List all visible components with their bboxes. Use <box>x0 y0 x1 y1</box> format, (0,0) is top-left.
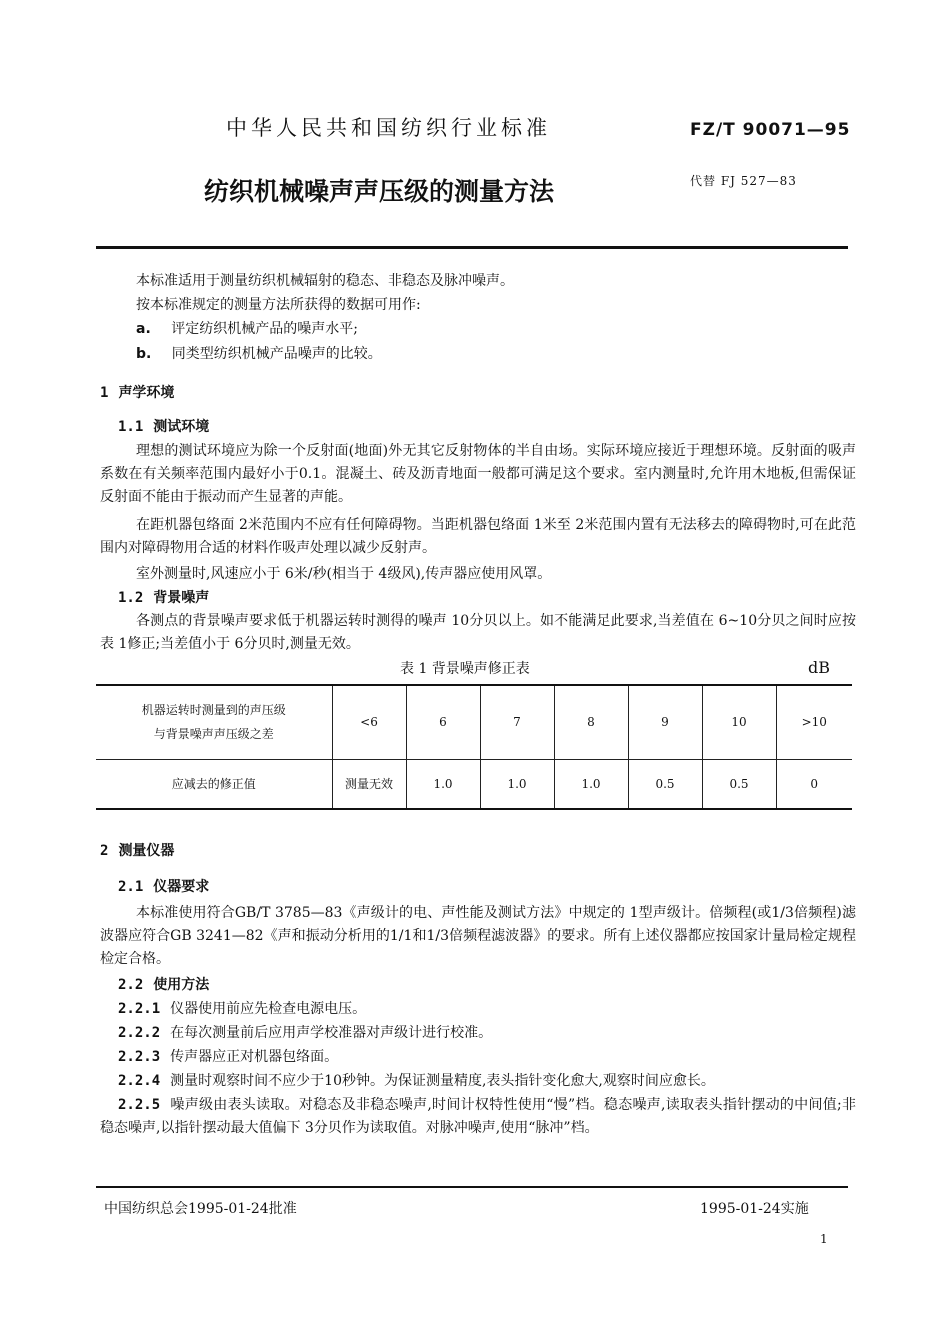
page-number: 1 <box>820 1232 828 1246</box>
standard-number: FZ/T 90071—95 <box>690 120 851 140</box>
table-cell: 9 <box>628 685 702 759</box>
table-1-background-noise-correction <box>96 684 852 810</box>
table-cell: 1.0 <box>554 759 628 809</box>
section-2-2-heading: 2.2 使用方法 <box>118 977 210 993</box>
section-2-1-paragraph: 本标准使用符合GB/T 3785—83《声级计的电、声性能及测试方法》中规定的 1型声级计。倍频程(或1/3倍频程)滤波器应符合GB 3241—82《声和振动分析用的1/1和1/3倍频程滤波器》的要求。所有上述仪器都应按国家计量局检定规程检定合格。 <box>100 905 856 967</box>
list-text-b: 同类型纺织机械产品噪声的比较。 <box>171 346 382 362</box>
table-cell: 测量无效 <box>332 759 406 809</box>
section-2-2-1: 2.2.1 仪器使用前应先检查电源电压。 <box>118 1001 367 1017</box>
section-2-2-2: 2.2.2 在每次测量前后应用声学校准器对声级计进行校准。 <box>118 1025 493 1041</box>
list-marker-a: a. <box>136 321 151 337</box>
footer-divider <box>96 1186 848 1188</box>
table-cell: 8 <box>554 685 628 759</box>
section-2-1-heading: 2.1 仪器要求 <box>118 879 210 895</box>
intro-paragraph-usage: 按本标准规定的测量方法所获得的数据可用作: <box>136 297 421 313</box>
intro-list-item-a <box>136 318 358 341</box>
table-cell: <6 <box>332 685 406 759</box>
list-marker-b: b. <box>136 346 152 362</box>
section-1-1-paragraph-2: 在距机器包络面 2米范围内不应有任何障碍物。当距机器包络面 1米至 2米范围内置有无法移去的障碍物时,可在此范围内对障碍物用合适的材料作吸声处理以减少反射声。 <box>100 517 856 556</box>
table-1-caption: 表 1 背景噪声修正表 <box>400 661 530 677</box>
effective-date: 1995-01-24实施 <box>700 1201 809 1217</box>
intro-paragraph-scope: 本标准适用于测量纺织机械辐射的稳态、非稳态及脉冲噪声。 <box>136 273 514 289</box>
table-row-difference <box>96 685 852 759</box>
table-cell: 0.5 <box>628 759 702 809</box>
table-cell: 1.0 <box>406 759 480 809</box>
section-1-heading: 1 声学环境 <box>100 385 175 401</box>
row-header-correction: 应减去的修正值 <box>96 759 332 809</box>
section-1-2-paragraph: 各测点的背景噪声要求低于机器运转时测得的噪声 10分贝以上。如不能满足此要求,当差值在 6~10分贝之间时应按表 1修正;当差值小于 6分贝时,测量无效。 <box>100 613 856 652</box>
section-1-1-paragraph-3: 室外测量时,风速应小于 6米/秒(相当于 4级风),传声器应使用风罩。 <box>136 566 552 582</box>
section-1-1-paragraph-1: 理想的测试环境应为除一个反射面(地面)外无其它反射物体的半自由场。实际环境应接近于理想环境。反射面的吸声系数在有关频率范围内最好小于0.1。混凝土、砖及沥青地面一般都可满足这个要求。室内测量时,允许用木地板,但需保证反射面不能由于振动而产生显著的声能。 <box>100 443 856 505</box>
section-2-2-5: 2.2.5 噪声级由表头读取。对稳态及非稳态噪声,时间计权特性使用“慢”档。稳态噪声,读取表头指针摆动的中间值;非稳态噪声,以指针摆动最大值偏下 3分贝作为读取值。对脉冲噪声,使用“脉冲”档。 <box>100 1097 856 1136</box>
header-divider <box>96 246 848 249</box>
document-title: 纺织机械噪声声压级的测量方法 <box>204 177 555 206</box>
section-1-2-heading: 1.2 背景噪声 <box>118 590 210 606</box>
table-cell: >10 <box>776 685 852 759</box>
section-2-heading: 2 测量仪器 <box>100 843 175 859</box>
section-2-2-4: 2.2.4 测量时观察时间不应少于10秒钟。为保证测量精度,表头指针变化愈大,观察时间应愈长。 <box>118 1073 715 1089</box>
table-cell: 10 <box>702 685 776 759</box>
table-row-correction <box>96 759 852 809</box>
intro-list-item-b <box>136 343 382 366</box>
list-text-a: 评定纺织机械产品的噪声水平; <box>171 321 358 337</box>
replaces-standard: 代替 FJ 527—83 <box>690 174 797 188</box>
table-1-unit: dB <box>808 658 830 677</box>
approval-info: 中国纺织总会1995-01-24批准 <box>104 1201 297 1217</box>
table-cell: 0 <box>776 759 852 809</box>
issuing-authority-title: 中华人民共和国纺织行业标准 <box>226 116 551 140</box>
table-cell: 6 <box>406 685 480 759</box>
section-2-2-3: 2.2.3 传声器应正对机器包络面。 <box>118 1049 339 1065</box>
table-cell: 7 <box>480 685 554 759</box>
table-cell: 1.0 <box>480 759 554 809</box>
row-header-difference: 机器运转时测量到的声压级 与背景噪声声压级之差 <box>96 685 332 759</box>
section-1-1-heading: 1.1 测试环境 <box>118 419 210 435</box>
table-cell: 0.5 <box>702 759 776 809</box>
